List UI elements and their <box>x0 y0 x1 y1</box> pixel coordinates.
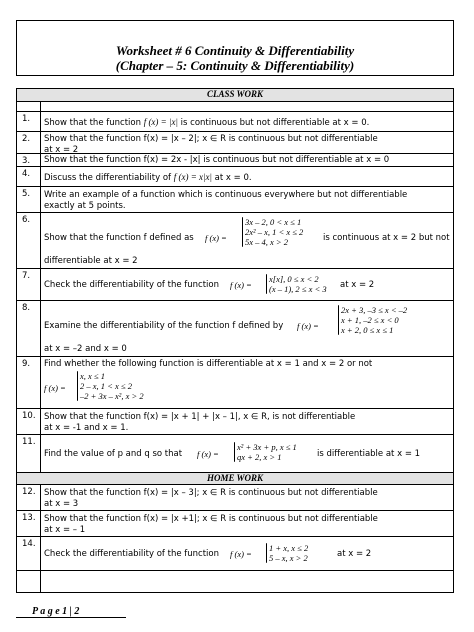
q8-line2: at x = –2 and x = 0 <box>44 344 127 354</box>
q6-case3: 5x – 4, x > 2 <box>245 237 289 247</box>
q7-piecewise <box>269 274 327 294</box>
q13-line1: Show that the function f(x) = |x +1|; x ∈ R is continuous but not differentiable <box>44 514 378 524</box>
question-number: 2. <box>17 132 41 153</box>
q1-pre: Show that the function <box>44 118 141 128</box>
q9-line1: Find whether the following function is differentiable at x = 1 and x = 2 or not <box>44 359 373 369</box>
question-number: 4. <box>17 167 41 186</box>
question-number: 10. <box>17 409 41 434</box>
q9-piecewise <box>80 371 144 401</box>
question-number: 14. <box>17 537 41 570</box>
question-row-12 <box>17 484 453 510</box>
q1-post: is continuous but not differentiable at x = 0. <box>180 118 370 128</box>
q6-fx: f (x) = <box>205 233 227 243</box>
q10-line2: at x = -1 and x = 1. <box>44 422 129 433</box>
worksheet-subtitle: (Chapter – 5: Continuity & Differentiability) <box>115 58 355 73</box>
question-number: 3. <box>17 154 41 166</box>
question-text: Show that the function f(x) = 2x - |x| is continuous but not differentiable at x = 0 <box>44 155 390 165</box>
q11-post: is differentiable at x = 1 <box>317 449 421 459</box>
question-number: 13. <box>17 511 41 536</box>
q7-post: at x = 2 <box>340 280 375 290</box>
question-number: 11. <box>17 435 41 472</box>
q6-line2: differentiable at x = 2 <box>44 256 138 266</box>
question-text <box>44 190 449 211</box>
title-box <box>16 20 454 76</box>
question-text <box>44 172 449 184</box>
q8-piecewise <box>341 305 407 335</box>
q5-line2: exactly at 5 points. <box>44 200 126 211</box>
home-work-header: HOME WORK <box>17 472 453 484</box>
question-text <box>44 412 449 433</box>
q11-fx: f (x) = <box>197 449 219 459</box>
q10-line1: Show that the function f(x) = |x + 1| + |x – 1|, x ∈ R, is not differentiable <box>44 412 356 422</box>
q8-brace <box>338 305 339 335</box>
q12-line1: Show that the function f(x) = |x – 3|; x ∈ R is continuous but not differentiable <box>44 488 378 498</box>
blank-row <box>17 570 453 592</box>
q12-line2: at x = 3 <box>44 498 79 509</box>
q4-post: at x = 0. <box>214 173 252 183</box>
q8-fx: f (x) = <box>297 321 319 331</box>
question-number: 9. <box>17 357 41 408</box>
q14-case2: 5 – x, x > 2 <box>269 553 308 563</box>
q11-piecewise <box>237 442 297 462</box>
q9-brace <box>77 371 78 401</box>
q6-pre: Show that the function f defined as <box>44 233 194 243</box>
q9-fx: f (x) = <box>44 383 66 393</box>
q6-piecewise <box>245 217 303 247</box>
q9-case3: –2 + 3x – x², x > 2 <box>80 391 144 401</box>
q9-case1: x, x ≤ 1 <box>80 371 105 381</box>
blank-num-cell <box>17 102 41 111</box>
footer-divider <box>16 617 126 618</box>
q7-fx: f (x) = <box>230 280 252 290</box>
q6-brace <box>242 217 243 247</box>
q8-case3: x + 2, 0 ≤ x ≤ 1 <box>341 325 394 335</box>
q4-pre: Discuss the differentiability of <box>44 173 172 183</box>
question-row-9 <box>17 356 453 408</box>
q7-case2: (x – 1), 2 ≤ x < 3 <box>269 284 327 294</box>
question-row-6 <box>17 212 453 268</box>
q6-post: is continuous at x = 2 but not <box>323 233 450 243</box>
q7-pre: Check the differentiability of the function <box>44 280 219 290</box>
question-row-7 <box>17 268 453 300</box>
q8-pre: Examine the differentiability of the function f defined by <box>44 321 284 331</box>
q11-case1: x² + 3x + p, x ≤ 1 <box>237 442 297 452</box>
q14-post: at x = 2 <box>337 549 372 559</box>
q13-line2: at x = – 1 <box>44 524 86 535</box>
question-row-1 <box>17 111 453 131</box>
question-row-5 <box>17 186 453 212</box>
q6-case2: 2x² – x, 1 < x ≤ 2 <box>245 227 304 237</box>
q14-piecewise <box>269 543 308 563</box>
page-number: P a g e 1 | 2 <box>32 606 80 617</box>
q11-brace <box>234 442 235 462</box>
q2-line2: at x = 2 <box>44 144 79 155</box>
question-row-4 <box>17 166 453 186</box>
q4-function: f (x) = x|x| <box>173 172 212 182</box>
questions-table <box>16 88 454 593</box>
question-row-14 <box>17 536 453 570</box>
worksheet-title: Worksheet # 6 Continuity & Differentiability <box>115 43 355 58</box>
question-row-8 <box>17 300 453 356</box>
q14-case1: 1 + x, x ≤ 2 <box>269 543 309 553</box>
q14-pre: Check the differentiability of the function <box>44 549 219 559</box>
blank-num-cell <box>17 571 41 592</box>
question-text <box>44 117 449 129</box>
q8-case1: 2x + 3, –3 ≤ x < –2 <box>341 305 408 315</box>
q14-brace <box>266 543 267 563</box>
question-text <box>44 514 449 535</box>
q5-line1: Write an example of a function which is continuous everywhere but not differentiable <box>44 190 408 200</box>
question-row-11 <box>17 434 453 472</box>
question-number: 6. <box>17 213 41 268</box>
q11-case2: qx + 2, x > 1 <box>237 452 282 462</box>
question-row-2 <box>17 131 453 153</box>
question-number: 8. <box>17 301 41 356</box>
question-row-3 <box>17 153 453 166</box>
blank-row <box>17 101 453 111</box>
q2-line1: Show that the function f(x) = |x – 2|; x ∈ R is continuous but not differentiable <box>44 134 378 144</box>
question-row-13 <box>17 510 453 536</box>
class-work-header: CLASS WORK <box>17 89 453 101</box>
q8-case2: x + 1, –2 ≤ x < 0 <box>341 315 399 325</box>
q9-case2: 2 – x, 1 < x ≤ 2 <box>80 381 132 391</box>
q14-fx: f (x) = <box>230 549 252 559</box>
q11-pre: Find the value of p and q so that <box>44 449 183 459</box>
question-text <box>44 488 449 509</box>
q1-function: f (x) = |x| <box>143 117 178 127</box>
q7-case1: x[x], 0 ≤ x < 2 <box>269 274 319 284</box>
question-number: 12. <box>17 485 41 510</box>
question-text <box>44 134 449 155</box>
question-row-10 <box>17 408 453 434</box>
question-number: 5. <box>17 187 41 212</box>
question-number: 1. <box>17 112 41 131</box>
q6-case1: 3x – 2, 0 < x ≤ 1 <box>245 217 302 227</box>
question-number: 7. <box>17 269 41 300</box>
q7-brace <box>266 274 267 294</box>
